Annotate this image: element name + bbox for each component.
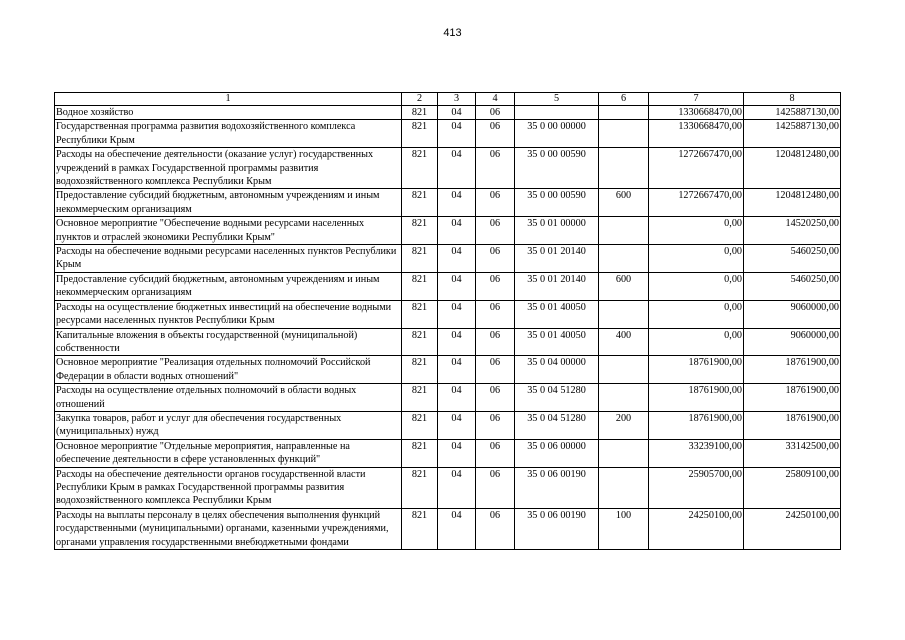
grbs-code-cell: 821 [402, 120, 438, 148]
section-code-cell: 04 [438, 467, 476, 508]
item-name-cell: Закупка товаров, работ и услуг для обеспечения государственных (муниципальных) нужд [55, 411, 402, 439]
table-row [55, 439, 841, 467]
grbs-code-cell: 821 [402, 106, 438, 120]
amount-year1-cell: 1272667470,00 [649, 148, 744, 189]
target-article-cell: 35 0 01 00000 [515, 217, 599, 245]
expense-type-cell: 600 [599, 272, 649, 300]
target-article-cell: 35 0 06 00190 [515, 508, 599, 549]
amount-year1-cell: 0,00 [649, 300, 744, 328]
section-code-cell: 04 [438, 508, 476, 549]
section-code-cell: 04 [438, 106, 476, 120]
header-cell: 7 [649, 93, 744, 106]
table-row [55, 148, 841, 189]
amount-year2-cell: 33142500,00 [744, 439, 841, 467]
header-cell: 8 [744, 93, 841, 106]
item-name-cell: Предоставление субсидий бюджетным, автономным учреждениям и иным некоммерческим организациям [55, 272, 402, 300]
expense-type-cell [599, 245, 649, 273]
expense-type-cell: 600 [599, 189, 649, 217]
grbs-code-cell: 821 [402, 356, 438, 384]
section-code-cell: 04 [438, 411, 476, 439]
section-code-cell: 04 [438, 439, 476, 467]
amount-year1-cell: 0,00 [649, 245, 744, 273]
header-cell: 4 [476, 93, 515, 106]
amount-year1-cell: 24250100,00 [649, 508, 744, 549]
item-name-cell: Основное мероприятие "Отдельные мероприятия, направленные на обеспечение деятельности в сфере установленных функций" [55, 439, 402, 467]
header-cell: 6 [599, 93, 649, 106]
target-article-cell: 35 0 01 20140 [515, 245, 599, 273]
amount-year1-cell: 0,00 [649, 328, 744, 356]
amount-year2-cell: 25809100,00 [744, 467, 841, 508]
amount-year2-cell: 14520250,00 [744, 217, 841, 245]
amount-year2-cell: 18761900,00 [744, 384, 841, 412]
table-row [55, 508, 841, 549]
grbs-code-cell: 821 [402, 189, 438, 217]
amount-year2-cell: 18761900,00 [744, 411, 841, 439]
table-row [55, 217, 841, 245]
item-name-cell: Основное мероприятие "Обеспечение водными ресурсами населенных пунктов и отраслей экономики Республики Крым" [55, 217, 402, 245]
table-row [55, 189, 841, 217]
subsection-code-cell: 06 [476, 439, 515, 467]
section-code-cell: 04 [438, 245, 476, 273]
header-cell: 5 [515, 93, 599, 106]
section-code-cell: 04 [438, 148, 476, 189]
grbs-code-cell: 821 [402, 300, 438, 328]
subsection-code-cell: 06 [476, 148, 515, 189]
grbs-code-cell: 821 [402, 245, 438, 273]
subsection-code-cell: 06 [476, 356, 515, 384]
budget-table [54, 92, 841, 550]
target-article-cell: 35 0 01 40050 [515, 300, 599, 328]
item-name-cell: Расходы на обеспечение деятельности (оказание услуг) государственных учреждений в рамках Государственной программы развития водохозяйственного комплекса Республики Крым [55, 148, 402, 189]
expense-type-cell [599, 217, 649, 245]
section-code-cell: 04 [438, 120, 476, 148]
target-article-cell: 35 0 04 51280 [515, 384, 599, 412]
amount-year2-cell: 5460250,00 [744, 245, 841, 273]
grbs-code-cell: 821 [402, 439, 438, 467]
amount-year1-cell: 18761900,00 [649, 411, 744, 439]
amount-year2-cell: 1425887130,00 [744, 106, 841, 120]
item-name-cell: Государственная программа развития водохозяйственного комплекса Республики Крым [55, 120, 402, 148]
target-article-cell: 35 0 06 00000 [515, 439, 599, 467]
expense-type-cell [599, 106, 649, 120]
header-row [55, 93, 841, 106]
table-row [55, 106, 841, 120]
table-row [55, 300, 841, 328]
expense-type-cell [599, 467, 649, 508]
grbs-code-cell: 821 [402, 508, 438, 549]
table-row [55, 328, 841, 356]
target-article-cell [515, 106, 599, 120]
grbs-code-cell: 821 [402, 148, 438, 189]
item-name-cell: Предоставление субсидий бюджетным, автономным учреждениям и иным некоммерческим организациям [55, 189, 402, 217]
subsection-code-cell: 06 [476, 189, 515, 217]
subsection-code-cell: 06 [476, 328, 515, 356]
section-code-cell: 04 [438, 272, 476, 300]
header-cell: 2 [402, 93, 438, 106]
expense-type-cell: 100 [599, 508, 649, 549]
target-article-cell: 35 0 04 51280 [515, 411, 599, 439]
target-article-cell: 35 0 04 00000 [515, 356, 599, 384]
target-article-cell: 35 0 01 20140 [515, 272, 599, 300]
amount-year1-cell: 1330668470,00 [649, 120, 744, 148]
header-cell: 1 [55, 93, 402, 106]
section-code-cell: 04 [438, 328, 476, 356]
item-name-cell: Капитальные вложения в объекты государственной (муниципальной) собственности [55, 328, 402, 356]
expense-type-cell: 400 [599, 328, 649, 356]
amount-year1-cell: 18761900,00 [649, 356, 744, 384]
amount-year2-cell: 1425887130,00 [744, 120, 841, 148]
grbs-code-cell: 821 [402, 272, 438, 300]
expense-type-cell [599, 439, 649, 467]
grbs-code-cell: 821 [402, 467, 438, 508]
table-row [55, 467, 841, 508]
amount-year2-cell: 9060000,00 [744, 328, 841, 356]
table-row [55, 356, 841, 384]
item-name-cell: Основное мероприятие "Реализация отдельных полномочий Российской Федерации в области водных отношений" [55, 356, 402, 384]
subsection-code-cell: 06 [476, 217, 515, 245]
section-code-cell: 04 [438, 189, 476, 217]
table-row [55, 384, 841, 412]
table-row [55, 245, 841, 273]
amount-year1-cell: 0,00 [649, 217, 744, 245]
amount-year1-cell: 18761900,00 [649, 384, 744, 412]
section-code-cell: 04 [438, 300, 476, 328]
amount-year2-cell: 1204812480,00 [744, 148, 841, 189]
target-article-cell: 35 0 01 40050 [515, 328, 599, 356]
expense-type-cell [599, 356, 649, 384]
item-name-cell: Расходы на обеспечение водными ресурсами населенных пунктов Республики Крым [55, 245, 402, 273]
expense-type-cell [599, 384, 649, 412]
subsection-code-cell: 06 [476, 411, 515, 439]
page-number: 413 [443, 27, 462, 39]
amount-year2-cell: 9060000,00 [744, 300, 841, 328]
table-row [55, 272, 841, 300]
item-name-cell: Расходы на осуществление бюджетных инвестиций на обеспечение водными ресурсами населенных пунктов Республики Крым [55, 300, 402, 328]
target-article-cell: 35 0 00 00000 [515, 120, 599, 148]
amount-year1-cell: 1272667470,00 [649, 189, 744, 217]
header-cell: 3 [438, 93, 476, 106]
amount-year1-cell: 0,00 [649, 272, 744, 300]
grbs-code-cell: 821 [402, 384, 438, 412]
subsection-code-cell: 06 [476, 467, 515, 508]
section-code-cell: 04 [438, 384, 476, 412]
subsection-code-cell: 06 [476, 508, 515, 549]
expense-type-cell [599, 148, 649, 189]
item-name-cell: Расходы на обеспечение деятельности органов государственной власти Республики Крым в рамках Государственной программы развития водохозяйственного комплекса Республики Крым [55, 467, 402, 508]
amount-year1-cell: 1330668470,00 [649, 106, 744, 120]
expense-type-cell [599, 300, 649, 328]
subsection-code-cell: 06 [476, 245, 515, 273]
subsection-code-cell: 06 [476, 272, 515, 300]
target-article-cell: 35 0 00 00590 [515, 189, 599, 217]
grbs-code-cell: 821 [402, 411, 438, 439]
amount-year2-cell: 24250100,00 [744, 508, 841, 549]
section-code-cell: 04 [438, 356, 476, 384]
grbs-code-cell: 821 [402, 328, 438, 356]
section-code-cell: 04 [438, 217, 476, 245]
grbs-code-cell: 821 [402, 217, 438, 245]
amount-year2-cell: 5460250,00 [744, 272, 841, 300]
expense-type-cell: 200 [599, 411, 649, 439]
target-article-cell: 35 0 00 00590 [515, 148, 599, 189]
table-row [55, 411, 841, 439]
expense-type-cell [599, 120, 649, 148]
subsection-code-cell: 06 [476, 300, 515, 328]
item-name-cell: Водное хозяйство [55, 106, 402, 120]
amount-year1-cell: 25905700,00 [649, 467, 744, 508]
item-name-cell: Расходы на выплаты персоналу в целях обеспечения выполнения функций государственными (муниципальными) органами, казенными учреждениями, органами управления государственными внебюджетными фондами [55, 508, 402, 549]
subsection-code-cell: 06 [476, 120, 515, 148]
table-row [55, 120, 841, 148]
amount-year1-cell: 33239100,00 [649, 439, 744, 467]
subsection-code-cell: 06 [476, 106, 515, 120]
subsection-code-cell: 06 [476, 384, 515, 412]
amount-year2-cell: 1204812480,00 [744, 189, 841, 217]
target-article-cell: 35 0 06 00190 [515, 467, 599, 508]
item-name-cell: Расходы на осуществление отдельных полномочий в области водных отношений [55, 384, 402, 412]
amount-year2-cell: 18761900,00 [744, 356, 841, 384]
